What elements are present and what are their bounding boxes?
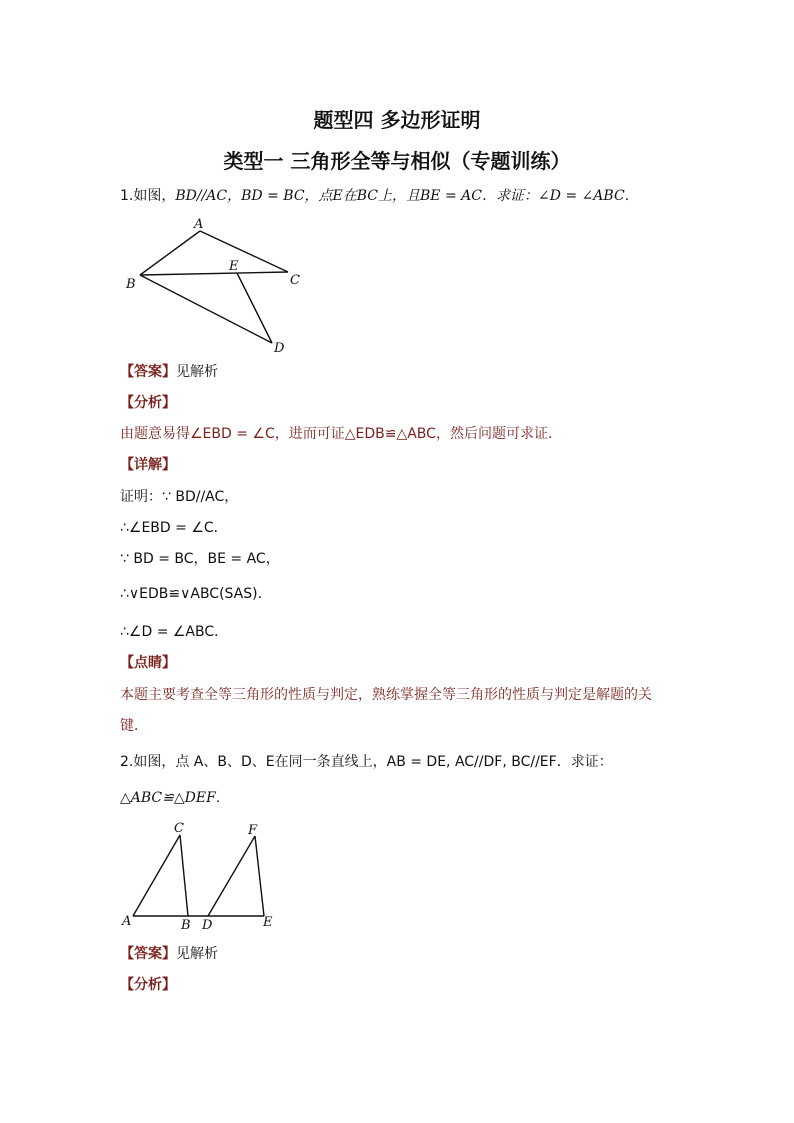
q2-label-d: D — [202, 918, 213, 933]
q1-label-c: C — [290, 273, 300, 288]
analysis-tag: 【分析】 — [120, 977, 176, 993]
proof-step: ∴∨EDB≌∨ABC(SAS)． — [120, 586, 272, 602]
q2-label-a: A — [122, 914, 132, 929]
comment-text: 键． — [120, 718, 148, 734]
q1-segment-ac — [200, 231, 288, 272]
section-title: 题型四 多边形证明 — [313, 108, 481, 132]
comment-tag: 【点睛】 — [120, 655, 176, 671]
proof-step: ∴∠D = ∠ABC． — [120, 624, 229, 640]
section-subtitle: 类型一 三角形全等与相似（专题训练） — [223, 149, 571, 173]
answer-tag: 【答案】 — [120, 364, 176, 380]
answer-text: 见解析 — [176, 946, 218, 962]
analysis-tag: 【分析】 — [120, 395, 176, 411]
q2-segment-ac — [133, 835, 180, 916]
q1-stem — [120, 186, 639, 206]
q2-segment-fe — [255, 836, 264, 916]
q2-label-f: F — [248, 823, 258, 838]
q2-stem: 2.如图，点 A、B、D、E在同一条直线上，AB = DE, AC//DF, BC//EF．求证： — [120, 754, 613, 770]
answer-tag: 【答案】 — [120, 946, 176, 962]
q2-segment-cb — [180, 835, 188, 916]
q1-stem-math: BD//AC，BD = BC，点E在BC上，且BE = AC．求证：∠D = ∠ABC． — [175, 188, 639, 204]
q2-label-c: C — [174, 821, 184, 836]
q2-label-b: B — [181, 918, 191, 933]
q2-figure — [118, 818, 288, 936]
q1-label-b: B — [126, 277, 136, 292]
q1-stem-prefix: 1.如图， — [120, 188, 176, 204]
answer-text: 见解析 — [176, 364, 218, 380]
proof-step: 证明：∵ BD//AC， — [120, 489, 239, 505]
q1-segment-ed — [237, 273, 272, 343]
proof-step: ∵ BD = BC，BE = AC， — [120, 551, 280, 567]
detail-tag: 【详解】 — [120, 457, 176, 473]
q2-label-e: E — [263, 915, 273, 930]
q1-segment-bd — [140, 275, 272, 343]
q1-analysis-text: 由题意易得∠EBD = ∠C，进而可证△EDB≌△ABC，然后问题可求证． — [120, 426, 562, 442]
q1-figure — [120, 212, 320, 357]
q1-label-d: D — [274, 341, 285, 356]
q2-segment-df — [208, 836, 255, 916]
q1-segment-bc — [140, 272, 288, 275]
proof-step: ∴∠EBD = ∠C． — [120, 520, 228, 536]
q1-label-e: E — [229, 259, 239, 274]
q1-segment-ab — [140, 231, 200, 275]
q2-answer — [120, 944, 218, 964]
comment-text: 本题主要考查全等三角形的性质与判定，熟练掌握全等三角形的性质与判定是解题的关 — [120, 687, 652, 703]
q1-answer — [120, 362, 218, 382]
q1-label-a: A — [194, 217, 204, 232]
q2-stem-conclusion: △ABC≌△DEF． — [120, 790, 230, 806]
